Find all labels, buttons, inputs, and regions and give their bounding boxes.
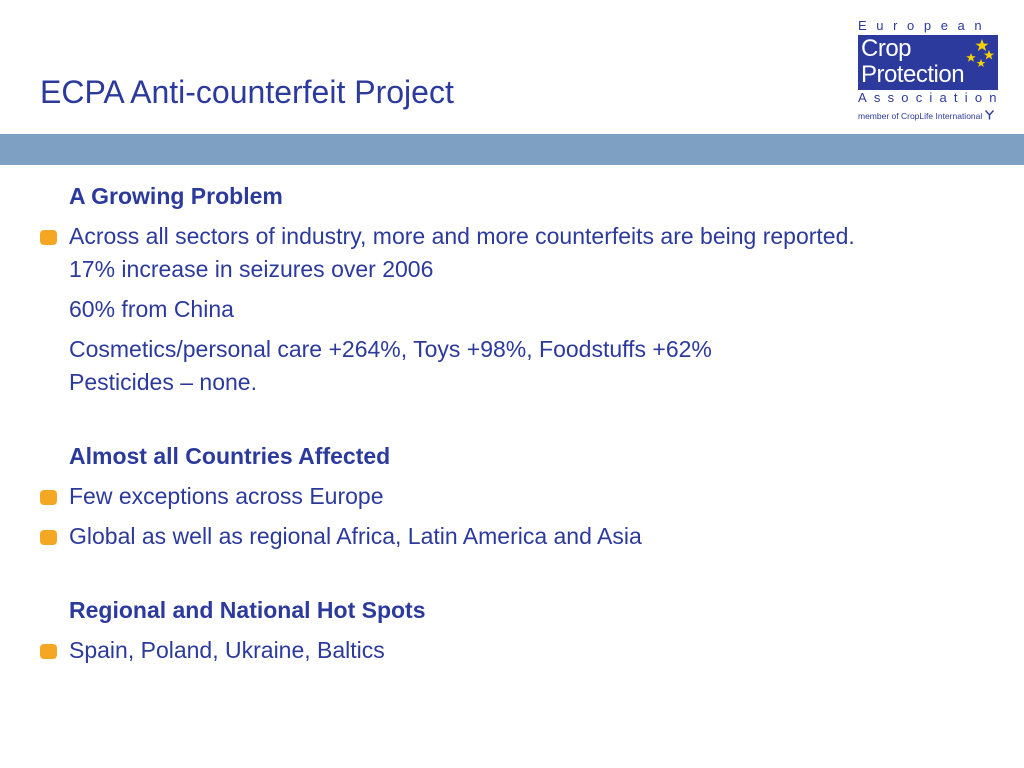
- section-heading-hot-spots: Regional and National Hot Spots: [69, 597, 426, 623]
- logo-stars-icon: [958, 39, 996, 71]
- logo-box: [858, 35, 998, 90]
- header-band: [0, 134, 1024, 165]
- section-heading-countries-affected: Almost all Countries Affected: [69, 443, 391, 469]
- logo-bottom-word: Association: [858, 90, 1004, 105]
- section-heading-growing-problem: A Growing Problem: [69, 183, 283, 209]
- ecpa-logo: [856, 18, 1006, 122]
- bullet-icon: [40, 644, 57, 659]
- list-item: Global as well as regional Africa, Latin America and Asia: [40, 520, 1000, 553]
- croplife-icon: [985, 110, 994, 120]
- bullet-icon: [40, 230, 57, 245]
- logo-member-text: member of CropLife International: [858, 110, 994, 121]
- list-item: Spain, Poland, Ukraine, Baltics: [40, 634, 1000, 667]
- logo-box-line2: Protection: [861, 61, 965, 88]
- slide-title: ECPA Anti-counterfeit Project: [40, 74, 454, 110]
- bullet-icon: [40, 490, 57, 505]
- sub-line-china: 60% from China: [69, 296, 234, 322]
- list-item: Few exceptions across Europe: [40, 480, 1000, 513]
- sub-line-categories: Cosmetics/personal care +264%, Toys +98%, Foodstuffs +62% Pesticides – none.: [69, 336, 712, 395]
- logo-box-line1: Crop: [861, 35, 912, 62]
- list-item: Across all sectors of industry, more and more counterfeits are being reported. 17% increase in seizures over 2006: [40, 220, 1000, 286]
- logo-top-word: European: [858, 18, 992, 33]
- slide-body: [40, 180, 1000, 674]
- bullet-icon: [40, 530, 57, 545]
